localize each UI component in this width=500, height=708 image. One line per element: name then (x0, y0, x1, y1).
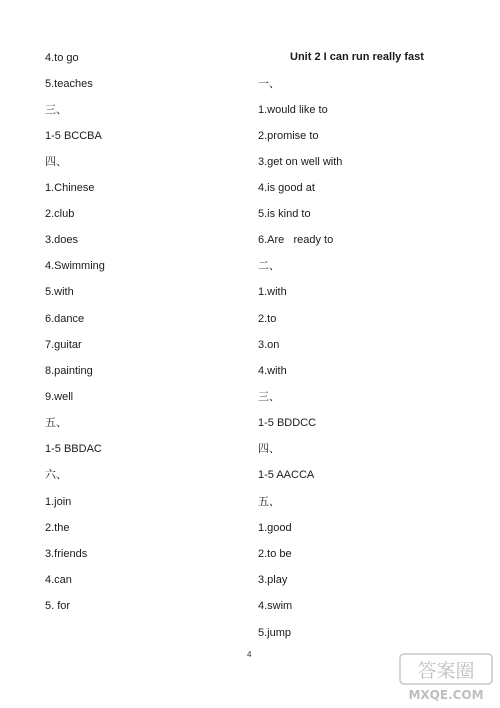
answer-line: 4.Swimming (45, 260, 105, 272)
section-heading: 六、 (45, 469, 67, 481)
watermark-logo-text: 答案圈 (417, 660, 475, 682)
answer-line: 1-5 BDDCC (258, 417, 317, 429)
answer-line: 1-5 BCCBA (45, 130, 102, 142)
answer-line: 3.does (45, 234, 79, 246)
section-heading: 三、 (45, 104, 67, 116)
answer-line: 6.dance (45, 313, 85, 325)
answer-line: 5.jump (258, 627, 292, 639)
answer-line: 1.with (258, 286, 287, 298)
answer-line: 1-5 BBDAC (45, 443, 102, 455)
section-heading: 四、 (45, 156, 67, 168)
answer-line: 3.play (258, 574, 288, 586)
answer-line: 5.teaches (45, 78, 93, 90)
answer-line: 5.with (45, 286, 74, 298)
answer-line: 1.Chinese (45, 182, 95, 194)
answer-line: 1-5 AACCA (258, 469, 315, 481)
answer-line: 4.swim (258, 600, 293, 612)
answer-line: 1.join (45, 496, 72, 508)
answer-line: 4.is good at (258, 182, 315, 194)
answer-line: 3.on (258, 339, 280, 351)
answer-line: 1.would like to (258, 104, 328, 116)
answer-line: 6.Are ready to (258, 234, 334, 246)
watermark-site-text: MXQE.COM (408, 688, 484, 702)
answer-line: 2.to (258, 313, 277, 325)
answer-line: 7.guitar (45, 339, 82, 351)
answer-line: 4.to go (45, 52, 79, 64)
answer-line: 3.friends (45, 548, 88, 560)
answer-line: 5. for (45, 600, 71, 612)
answer-line: 1.good (258, 522, 292, 534)
answer-line: 2.promise to (258, 130, 319, 142)
section-heading: 一、 (258, 78, 280, 90)
section-heading: 二、 (258, 260, 280, 272)
answer-line: 3.get on well with (258, 156, 343, 168)
answer-line: 8.painting (45, 365, 93, 377)
answer-line: 2.the (45, 522, 70, 534)
page-number: 4 (247, 650, 252, 659)
answer-line: 2.club (45, 208, 75, 220)
answer-line: 2.to be (258, 548, 292, 560)
answer-line: 4.with (258, 365, 287, 377)
answer-line: 4.can (45, 574, 72, 586)
unit-title: Unit 2 I can run really fast (290, 51, 424, 63)
answer-line: 5.is kind to (258, 208, 311, 220)
site-watermark-logo (398, 652, 494, 704)
section-heading: 三、 (258, 391, 280, 403)
section-heading: 五、 (45, 417, 67, 429)
answer-line: 9.well (45, 391, 74, 403)
section-heading: 四、 (258, 443, 280, 455)
section-heading: 五、 (258, 496, 280, 508)
